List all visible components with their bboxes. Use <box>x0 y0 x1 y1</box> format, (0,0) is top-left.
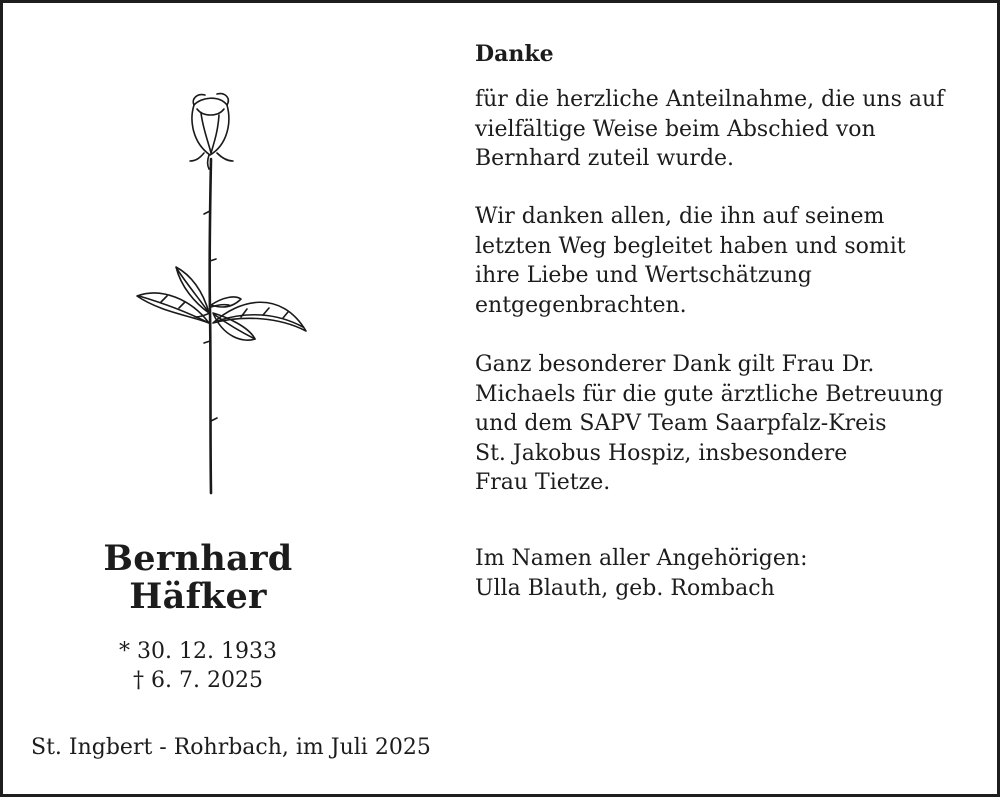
rose-illustration <box>131 91 311 501</box>
birth-date: * 30. 12. 1933 <box>119 639 277 664</box>
text-line: für die herzliche Anteilnahme, die uns auf <box>475 87 945 112</box>
text-line: und dem SAPV Team Saarpfalz-Kreis <box>475 411 887 436</box>
text-line: letzten Weg begleitet haben und somit <box>475 233 906 259</box>
text-line: Frau Tietze. <box>475 470 611 495</box>
thanks-paragraph <box>475 350 985 498</box>
text-line: Bernhard zuteil wurde. <box>475 146 735 171</box>
first-name: Bernhard <box>103 538 293 579</box>
signature-line: Im Namen aller Angehörigen: <box>475 546 808 571</box>
text-line: St. Jakobus Hospiz, insbesondere <box>475 440 848 466</box>
signature <box>475 544 985 603</box>
text-line: Wir danken allen, die ihn auf seinem <box>475 204 885 229</box>
thanks-paragraph <box>475 85 985 174</box>
last-name: Häfker <box>129 576 267 617</box>
death-date: † 6. 7. 2025 <box>133 668 263 693</box>
thanks-heading: Danke <box>475 41 554 67</box>
thanks-paragraph <box>475 202 985 320</box>
text-line: Michaels für die gute ärztliche Betreuung <box>475 381 944 407</box>
text-line: Ganz besonderer Dank gilt Frau Dr. <box>475 352 875 377</box>
text-line: entgegenbrachten. <box>475 292 687 318</box>
deceased-name <box>43 540 353 616</box>
signature-line: Ulla Blauth, geb. Rombach <box>475 575 775 601</box>
text-line: ihre Liebe und Wertschätzung <box>475 263 812 288</box>
life-dates <box>63 637 333 695</box>
text-line: vielfältige Weise beim Abschied von <box>475 116 876 142</box>
place-and-date: St. Ingbert - Rohrbach, im Juli 2025 <box>31 735 431 760</box>
